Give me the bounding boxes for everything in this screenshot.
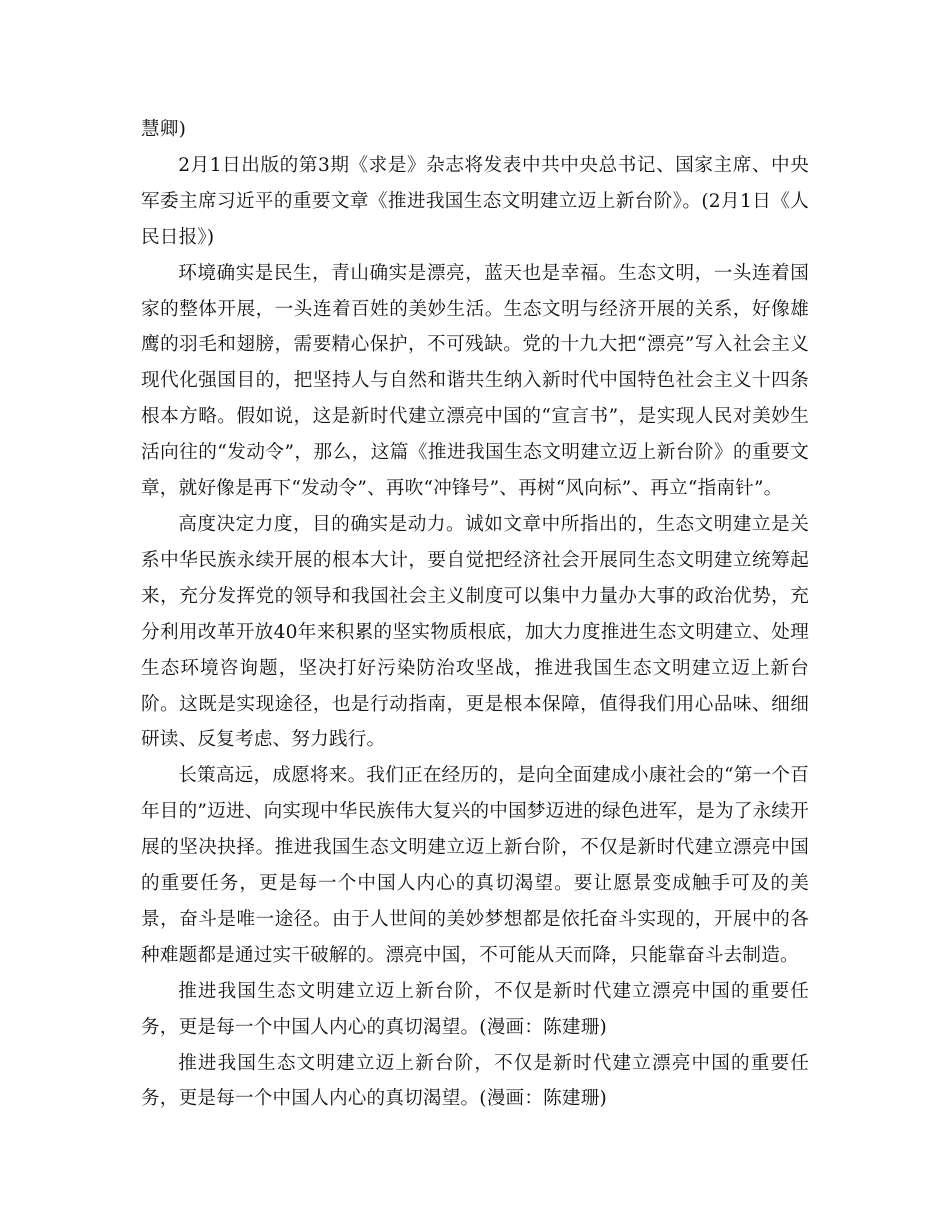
paragraph-long-strategy: 长策高远，成愿将来。我们正在经历的，是向全面建成小康社会的“第一个百年目的”迈进、向实现中华民族伟大复兴的中国梦迈进的绿色进军，是为了永续开展的坚决抉择。推进我国生态文明建立迈上新台阶，不仅是新时代建立漂亮中国的重要任务，更是每一个中国人内心的真切渴望。要让愿景变成触手可及的美景，奋斗是唯一途径。由于人世间的美妙梦想都是依托奋斗实现的，开展中的各种难题都是通过实干破解的。漂亮中国，不可能从天而降，只能靠奋斗去制造。 (141, 765, 809, 966)
paragraph-caption-2: 推进我国生态文明建立迈上新台阶，不仅是新时代建立漂亮中国的重要任务，更是每一个中国人内心的真切渴望。(漫画：陈建珊) (141, 1052, 809, 1110)
document-page (141, 112, 809, 1117)
paragraph-news-lead: 2月1日出版的第3期《求是》杂志将发表中共中央总书记、国家主席、中央军委主席习近平的重要文章《推进我国生态文明建立迈上新台阶》。(2月1日《人民日报》) (141, 154, 809, 248)
paragraph-author-tail: 慧卿) (141, 119, 187, 140)
paragraph-caption-1: 推进我国生态文明建立迈上新台阶，不仅是新时代建立漂亮中国的重要任务，更是每一个中国人内心的真切渴望。(漫画：陈建珊) (141, 980, 809, 1038)
paragraph-environment: 环境确实是民生，青山确实是漂亮，蓝天也是幸福。生态文明，一头连着国家的整体开展，一头连着百姓的美妙生活。生态文明与经济开展的关系，好像雄鹰的羽毛和翅膀，需要精心保护，不可残缺。党的十九大把“漂亮”写入社会主义现代化强国目的，把坚持人与自然和谐共生纳入新时代中国特色社会主义十四条根本方略。假如说，这是新时代建立漂亮中国的“宣言书”，是实现人民对美妙生活向往的“发动令”，那么，这篇《推进我国生态文明建立迈上新台阶》的重要文章，就好像是再下“发动令”、再吹“冲锋号”、再树“风向标”、再立“指南针”。 (141, 262, 809, 500)
paragraph-height-strength: 高度决定力度，目的确实是动力。诚如文章中所指出的，生态文明建立是关系中华民族永续开展的根本大计，要自觉把经济社会开展同生态文明建立统筹起来，充分发挥党的领导和我国社会主义制度可以集中力量办大事的政治优势，充分利用改革开放40年来积累的坚实物质根底，加大力度推进生态文明建立、处理生态环境咨询题，坚决打好污染防治攻坚战，推进我国生态文明建立迈上新台阶。这既是实现途径，也是行动指南，更是根本保障，值得我们用心品味、细细研读、反复考虑、努力践行。 (141, 513, 809, 751)
